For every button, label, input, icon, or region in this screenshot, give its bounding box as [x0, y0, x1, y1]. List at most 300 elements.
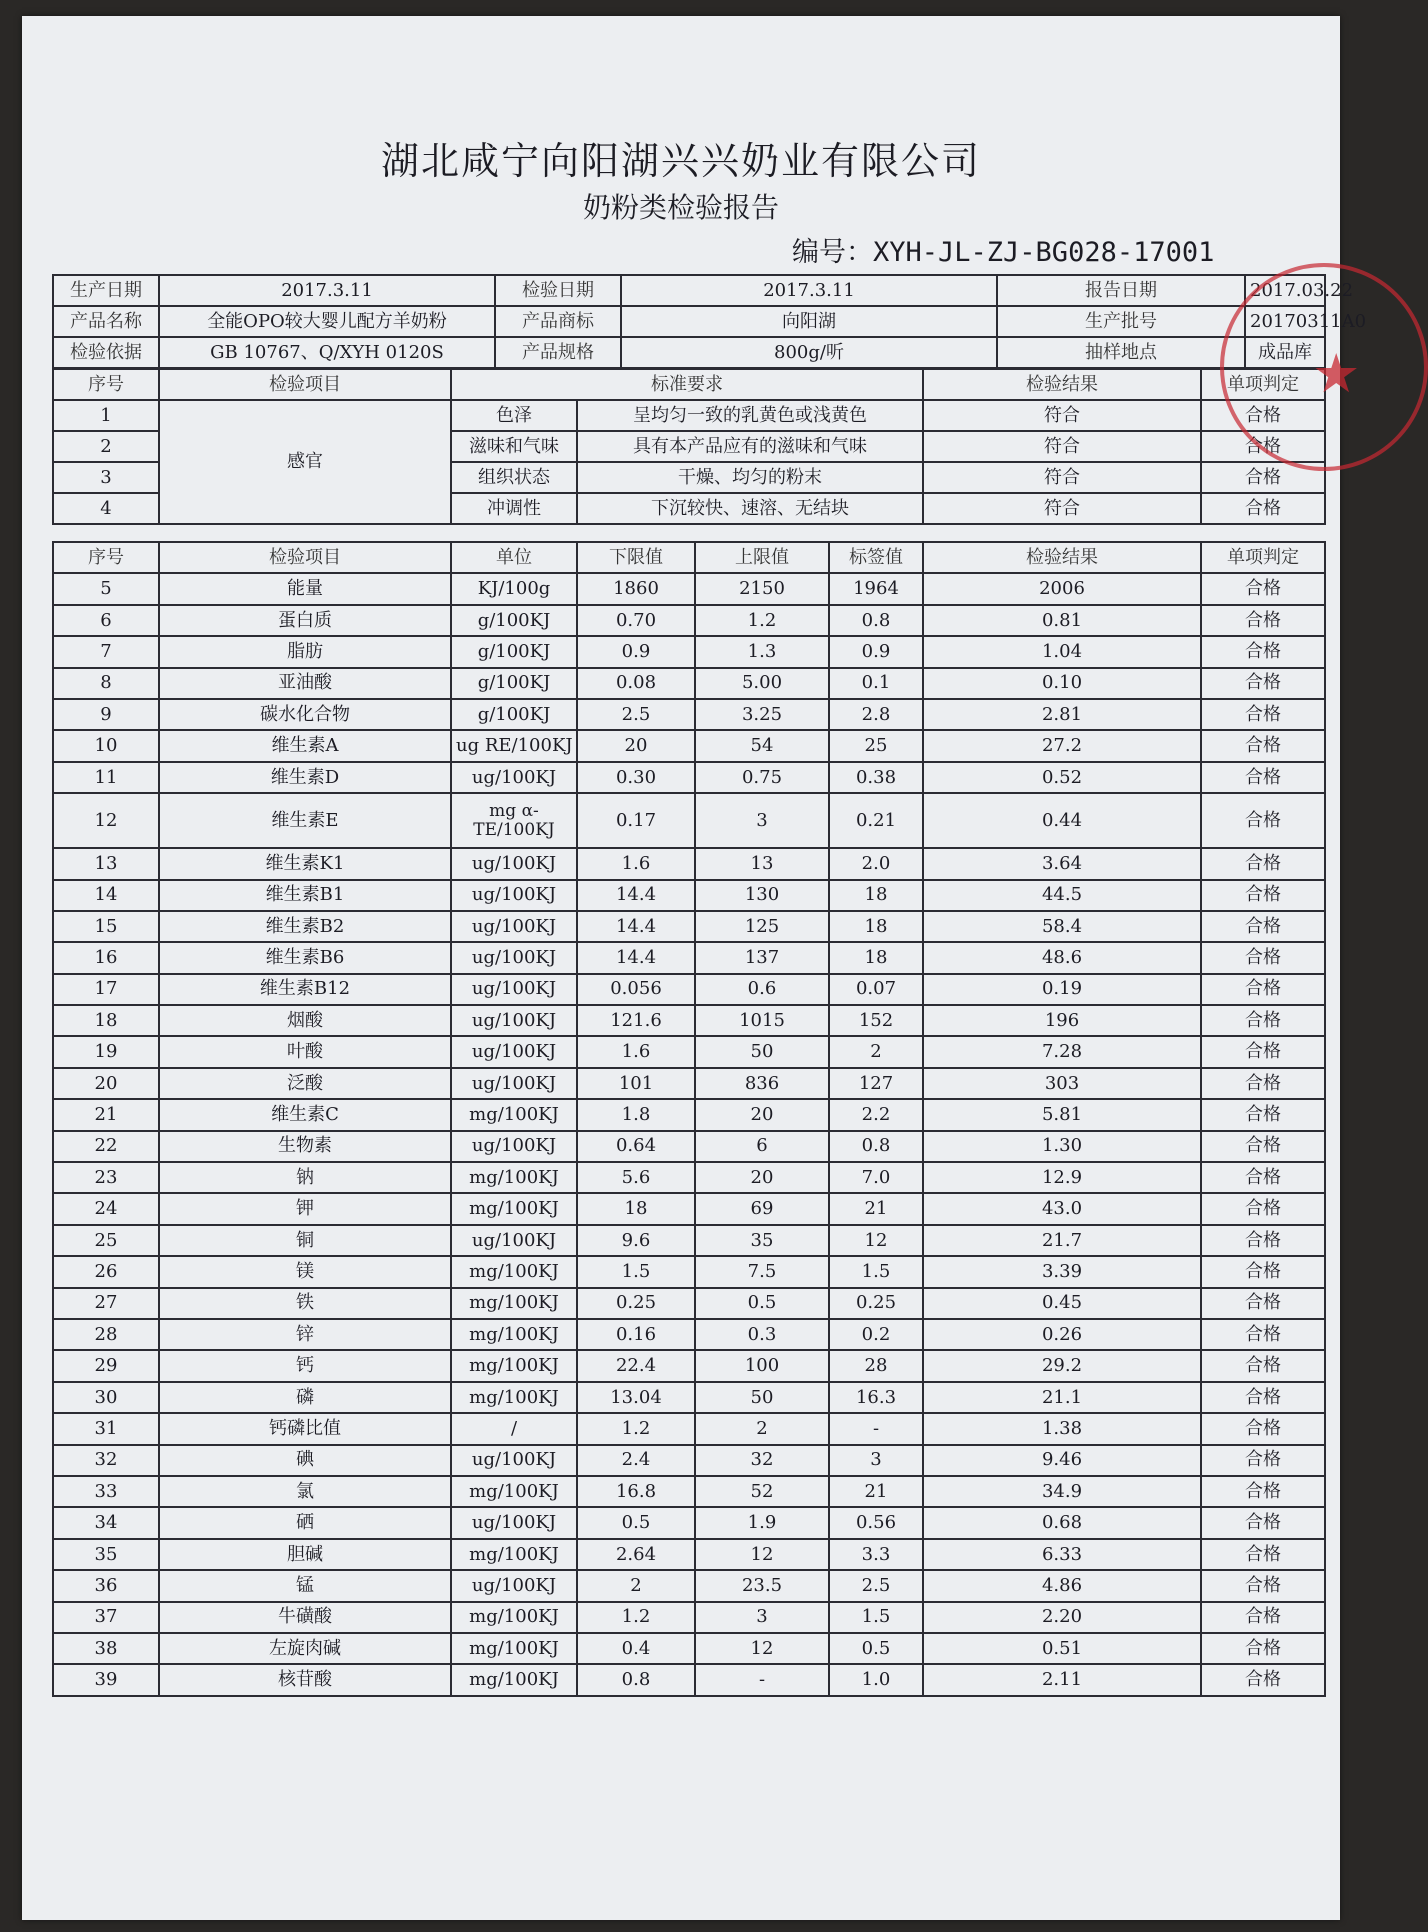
table-row [53, 1350, 1325, 1381]
table-row [53, 668, 1325, 699]
col-header-label-value: 标签值 [829, 542, 923, 573]
verdict: 合格 [1201, 1099, 1325, 1130]
verdict: 合格 [1201, 1507, 1325, 1538]
row-number: 9 [53, 699, 159, 730]
table-row [53, 1445, 1325, 1476]
lower-limit: 0.9 [577, 636, 695, 667]
col-header-unit: 单位 [451, 542, 577, 573]
unit: mg/100KJ [451, 1162, 577, 1193]
test-item: 烟酸 [159, 1005, 451, 1036]
row-number: 8 [53, 668, 159, 699]
row-number: 10 [53, 730, 159, 761]
sensory-verdict: 合格 [1201, 431, 1325, 462]
lower-limit: 5.6 [577, 1162, 695, 1193]
verdict: 合格 [1201, 1005, 1325, 1036]
test-result: 1.30 [923, 1131, 1201, 1162]
table-row [53, 1288, 1325, 1319]
verdict: 合格 [1201, 1445, 1325, 1476]
lower-limit: 0.30 [577, 762, 695, 793]
verdict: 合格 [1201, 636, 1325, 667]
label-value: 2.8 [829, 699, 923, 730]
test-item: 维生素D [159, 762, 451, 793]
test-result: 0.19 [923, 974, 1201, 1005]
upper-limit: - [695, 1664, 829, 1695]
table-row [53, 1256, 1325, 1287]
unit: ug/100KJ [451, 974, 577, 1005]
test-item: 碳水化合物 [159, 699, 451, 730]
sensory-result: 符合 [923, 400, 1201, 431]
upper-limit: 125 [695, 911, 829, 942]
col-header-verdict: 单项判定 [1201, 369, 1325, 400]
sensory-item: 色泽 [451, 400, 577, 431]
test-item: 亚油酸 [159, 668, 451, 699]
col-header-lower-limit: 下限值 [577, 542, 695, 573]
row-number: 22 [53, 1131, 159, 1162]
lower-limit: 1.6 [577, 848, 695, 879]
row-number: 7 [53, 636, 159, 667]
test-item: 维生素C [159, 1099, 451, 1130]
unit: ug/100KJ [451, 1570, 577, 1601]
label-value: 28 [829, 1350, 923, 1381]
upper-limit: 1.9 [695, 1507, 829, 1538]
inspection-basis-value: GB 10767、Q/XYH 0120S [159, 337, 495, 368]
lower-limit: 0.64 [577, 1131, 695, 1162]
verdict: 合格 [1201, 1476, 1325, 1507]
table-row [53, 942, 1325, 973]
label-value: - [829, 1413, 923, 1444]
sensory-requirement: 具有本产品应有的滋味和气味 [577, 431, 923, 462]
row-number: 35 [53, 1539, 159, 1570]
row-number: 24 [53, 1193, 159, 1224]
row-number: 23 [53, 1162, 159, 1193]
verdict: 合格 [1201, 1036, 1325, 1067]
lower-limit: 22.4 [577, 1350, 695, 1381]
upper-limit: 5.00 [695, 668, 829, 699]
test-result: 3.64 [923, 848, 1201, 879]
label-value: 2.5 [829, 1570, 923, 1601]
table-row [53, 1633, 1325, 1664]
test-item: 铁 [159, 1288, 451, 1319]
lower-limit: 20 [577, 730, 695, 761]
test-result: 7.28 [923, 1036, 1201, 1067]
unit: / [451, 1413, 577, 1444]
upper-limit: 20 [695, 1099, 829, 1130]
row-number: 15 [53, 911, 159, 942]
label-value: 0.21 [829, 793, 923, 848]
upper-limit: 130 [695, 880, 829, 911]
table-row [53, 1570, 1325, 1601]
unit: ug/100KJ [451, 848, 577, 879]
upper-limit: 0.5 [695, 1288, 829, 1319]
lower-limit: 0.5 [577, 1507, 695, 1538]
nutrition-table-body [53, 542, 1325, 1696]
table-row [53, 730, 1325, 761]
unit: mg α-TE/100KJ [451, 793, 577, 848]
label-value: 18 [829, 942, 923, 973]
test-result: 1.04 [923, 636, 1201, 667]
sensory-result: 符合 [923, 462, 1201, 493]
verdict: 合格 [1201, 573, 1325, 604]
row-number: 39 [53, 1664, 159, 1695]
lower-limit: 2 [577, 1570, 695, 1601]
verdict: 合格 [1201, 605, 1325, 636]
col-header-no: 序号 [53, 369, 159, 400]
unit: ug/100KJ [451, 1225, 577, 1256]
test-item: 镁 [159, 1256, 451, 1287]
test-item: 维生素A [159, 730, 451, 761]
verdict: 合格 [1201, 1256, 1325, 1287]
upper-limit: 3 [695, 1602, 829, 1633]
upper-limit: 0.75 [695, 762, 829, 793]
label-value: 0.38 [829, 762, 923, 793]
test-item: 锌 [159, 1319, 451, 1350]
row-number: 3 [53, 462, 159, 493]
row-number: 20 [53, 1068, 159, 1099]
table-row [53, 1602, 1325, 1633]
verdict: 合格 [1201, 730, 1325, 761]
inspection-date-value: 2017.3.11 [621, 275, 997, 306]
test-item: 钠 [159, 1162, 451, 1193]
unit: g/100KJ [451, 636, 577, 667]
lower-limit: 14.4 [577, 942, 695, 973]
table-row [53, 911, 1325, 942]
trademark-label: 产品商标 [495, 306, 621, 337]
table-row [53, 699, 1325, 730]
row-number: 17 [53, 974, 159, 1005]
verdict: 合格 [1201, 1193, 1325, 1224]
lower-limit: 1.6 [577, 1036, 695, 1067]
verdict: 合格 [1201, 1225, 1325, 1256]
verdict: 合格 [1201, 1162, 1325, 1193]
sensory-requirement: 呈均匀一致的乳黄色或浅黄色 [577, 400, 923, 431]
unit: ug RE/100KJ [451, 730, 577, 761]
verdict: 合格 [1201, 880, 1325, 911]
row-number: 2 [53, 431, 159, 462]
production-date-label: 生产日期 [53, 275, 159, 306]
test-result: 21.1 [923, 1382, 1201, 1413]
row-number: 28 [53, 1319, 159, 1350]
label-value: 1964 [829, 573, 923, 604]
trademark-value: 向阳湖 [621, 306, 997, 337]
label-value: 18 [829, 911, 923, 942]
upper-limit: 6 [695, 1131, 829, 1162]
label-value: 21 [829, 1476, 923, 1507]
sensory-item: 滋味和气味 [451, 431, 577, 462]
report-header-table [52, 274, 1367, 369]
upper-limit: 2150 [695, 573, 829, 604]
row-number: 30 [53, 1382, 159, 1413]
lower-limit: 13.04 [577, 1382, 695, 1413]
table-row [53, 762, 1325, 793]
test-result: 196 [923, 1005, 1201, 1036]
label-value: 1.5 [829, 1256, 923, 1287]
upper-limit: 12 [695, 1539, 829, 1570]
unit: mg/100KJ [451, 1288, 577, 1319]
lower-limit: 18 [577, 1193, 695, 1224]
verdict: 合格 [1201, 1633, 1325, 1664]
upper-limit: 1.2 [695, 605, 829, 636]
test-result: 0.51 [923, 1633, 1201, 1664]
unit: ug/100KJ [451, 942, 577, 973]
upper-limit: 100 [695, 1350, 829, 1381]
product-spec-label: 产品规格 [495, 337, 621, 368]
table-row [53, 1664, 1325, 1695]
lower-limit: 1.2 [577, 1602, 695, 1633]
unit: mg/100KJ [451, 1193, 577, 1224]
table-row [53, 636, 1325, 667]
unit: mg/100KJ [451, 1602, 577, 1633]
lower-limit: 0.08 [577, 668, 695, 699]
row-number: 4 [53, 493, 159, 524]
test-result: 2.81 [923, 699, 1201, 730]
test-item: 磷 [159, 1382, 451, 1413]
inspection-basis-label: 检验依据 [53, 337, 159, 368]
sensory-item: 组织状态 [451, 462, 577, 493]
table-row [53, 1382, 1325, 1413]
unit: mg/100KJ [451, 1319, 577, 1350]
row-number: 13 [53, 848, 159, 879]
inspection-date-label: 检验日期 [495, 275, 621, 306]
test-item: 生物素 [159, 1131, 451, 1162]
table-row [53, 1319, 1325, 1350]
report-page [22, 16, 1367, 1920]
table-row [53, 400, 1325, 431]
table-row [53, 1131, 1325, 1162]
verdict: 合格 [1201, 668, 1325, 699]
nutrition-header-row [53, 542, 1325, 573]
verdict: 合格 [1201, 1539, 1325, 1570]
row-number: 21 [53, 1099, 159, 1130]
unit: mg/100KJ [451, 1099, 577, 1130]
lower-limit: 1860 [577, 573, 695, 604]
lower-limit: 1.8 [577, 1099, 695, 1130]
upper-limit: 52 [695, 1476, 829, 1507]
sensory-requirement: 下沉较快、速溶、无结块 [577, 493, 923, 524]
test-result: 58.4 [923, 911, 1201, 942]
test-result: 9.46 [923, 1445, 1201, 1476]
table-row [53, 1005, 1325, 1036]
upper-limit: 20 [695, 1162, 829, 1193]
product-name-value: 全能OPO较大婴儿配方羊奶粉 [159, 306, 495, 337]
table-row [53, 1068, 1325, 1099]
unit: ug/100KJ [451, 1036, 577, 1067]
lower-limit: 0.4 [577, 1633, 695, 1664]
upper-limit: 13 [695, 848, 829, 879]
test-item: 维生素B12 [159, 974, 451, 1005]
row-number: 16 [53, 942, 159, 973]
test-result: 27.2 [923, 730, 1201, 761]
col-header-test-result: 检验结果 [923, 542, 1201, 573]
label-value: 0.56 [829, 1507, 923, 1538]
test-result: 43.0 [923, 1193, 1201, 1224]
verdict: 合格 [1201, 1131, 1325, 1162]
sensory-verdict: 合格 [1201, 493, 1325, 524]
verdict: 合格 [1201, 1602, 1325, 1633]
table-row [53, 793, 1325, 848]
unit: mg/100KJ [451, 1256, 577, 1287]
verdict: 合格 [1201, 911, 1325, 942]
test-result: 1.38 [923, 1413, 1201, 1444]
test-result: 0.44 [923, 793, 1201, 848]
upper-limit: 0.6 [695, 974, 829, 1005]
col-header-verdict: 单项判定 [1201, 542, 1325, 573]
row-number: 37 [53, 1602, 159, 1633]
product-spec-value: 800g/听 [621, 337, 997, 368]
test-result: 0.10 [923, 668, 1201, 699]
table-row [53, 974, 1325, 1005]
lower-limit: 0.70 [577, 605, 695, 636]
header-row [53, 337, 1325, 368]
label-value: 0.8 [829, 605, 923, 636]
upper-limit: 1.3 [695, 636, 829, 667]
table-row [53, 1507, 1325, 1538]
row-number: 36 [53, 1570, 159, 1601]
table-row [53, 1539, 1325, 1570]
verdict: 合格 [1201, 942, 1325, 973]
header-row [53, 306, 1325, 337]
upper-limit: 0.3 [695, 1319, 829, 1350]
table-row [53, 880, 1325, 911]
label-value: 0.9 [829, 636, 923, 667]
nutrition-table [52, 541, 1326, 1697]
verdict: 合格 [1201, 1350, 1325, 1381]
report-date-label: 报告日期 [997, 275, 1245, 306]
upper-limit: 3 [695, 793, 829, 848]
upper-limit: 23.5 [695, 1570, 829, 1601]
label-value: 152 [829, 1005, 923, 1036]
lower-limit: 16.8 [577, 1476, 695, 1507]
upper-limit: 836 [695, 1068, 829, 1099]
table-row [53, 1193, 1325, 1224]
test-result: 303 [923, 1068, 1201, 1099]
label-value: 0.8 [829, 1131, 923, 1162]
test-result: 0.26 [923, 1319, 1201, 1350]
lower-limit: 2.4 [577, 1445, 695, 1476]
unit: mg/100KJ [451, 1350, 577, 1381]
report-date-value: 2017.03.22 [1245, 275, 1325, 306]
sensory-result: 符合 [923, 493, 1201, 524]
test-result: 6.33 [923, 1539, 1201, 1570]
sensory-result: 符合 [923, 431, 1201, 462]
lower-limit: 0.8 [577, 1664, 695, 1695]
unit: ug/100KJ [451, 762, 577, 793]
label-value: 0.2 [829, 1319, 923, 1350]
test-item: 维生素B6 [159, 942, 451, 973]
test-result: 5.81 [923, 1099, 1201, 1130]
unit: g/100KJ [451, 605, 577, 636]
sensory-verdict: 合格 [1201, 400, 1325, 431]
company-title: 湖北咸宁向阳湖兴兴奶业有限公司 [380, 139, 981, 183]
row-number: 12 [53, 793, 159, 848]
lower-limit: 2.5 [577, 699, 695, 730]
table-row [53, 1225, 1325, 1256]
verdict: 合格 [1201, 1664, 1325, 1695]
verdict: 合格 [1201, 974, 1325, 1005]
col-header-test-item: 检验项目 [159, 542, 451, 573]
row-number: 33 [53, 1476, 159, 1507]
row-number: 1 [53, 400, 159, 431]
row-number: 11 [53, 762, 159, 793]
unit: ug/100KJ [451, 880, 577, 911]
verdict: 合格 [1201, 762, 1325, 793]
verdict: 合格 [1201, 1570, 1325, 1601]
sensory-item: 冲调性 [451, 493, 577, 524]
label-value: 0.25 [829, 1288, 923, 1319]
label-value: 0.1 [829, 668, 923, 699]
row-number: 19 [53, 1036, 159, 1067]
unit: g/100KJ [451, 699, 577, 730]
test-result: 29.2 [923, 1350, 1201, 1381]
upper-limit: 35 [695, 1225, 829, 1256]
unit: mg/100KJ [451, 1539, 577, 1570]
test-result: 0.45 [923, 1288, 1201, 1319]
test-result: 34.9 [923, 1476, 1201, 1507]
sensory-verdict: 合格 [1201, 462, 1325, 493]
row-number: 5 [53, 573, 159, 604]
label-value: 16.3 [829, 1382, 923, 1413]
unit: mg/100KJ [451, 1476, 577, 1507]
table-row [53, 1476, 1325, 1507]
col-header-row-number: 序号 [53, 542, 159, 573]
label-value: 1.5 [829, 1602, 923, 1633]
unit: ug/100KJ [451, 1005, 577, 1036]
lower-limit: 2.64 [577, 1539, 695, 1570]
unit: g/100KJ [451, 668, 577, 699]
verdict: 合格 [1201, 1319, 1325, 1350]
upper-limit: 137 [695, 942, 829, 973]
row-number: 25 [53, 1225, 159, 1256]
lower-limit: 0.25 [577, 1288, 695, 1319]
test-result: 2.11 [923, 1664, 1201, 1695]
verdict: 合格 [1201, 848, 1325, 879]
test-item: 维生素B2 [159, 911, 451, 942]
unit: ug/100KJ [451, 1068, 577, 1099]
test-result: 0.68 [923, 1507, 1201, 1538]
test-item: 碘 [159, 1445, 451, 1476]
test-item: 维生素B1 [159, 880, 451, 911]
table-row [53, 1413, 1325, 1444]
unit: KJ/100g [451, 573, 577, 604]
row-number: 14 [53, 880, 159, 911]
test-item: 锰 [159, 1570, 451, 1601]
test-item: 核苷酸 [159, 1664, 451, 1695]
verdict: 合格 [1201, 1288, 1325, 1319]
col-header-upper-limit: 上限值 [695, 542, 829, 573]
upper-limit: 50 [695, 1036, 829, 1067]
production-date-value: 2017.3.11 [159, 275, 495, 306]
label-value: 2 [829, 1036, 923, 1067]
row-number: 27 [53, 1288, 159, 1319]
sensory-header-row [53, 369, 1325, 400]
upper-limit: 2 [695, 1413, 829, 1444]
lower-limit: 9.6 [577, 1225, 695, 1256]
label-value: 21 [829, 1193, 923, 1224]
upper-limit: 7.5 [695, 1256, 829, 1287]
test-item: 能量 [159, 573, 451, 604]
test-item: 钾 [159, 1193, 451, 1224]
lower-limit: 1.5 [577, 1256, 695, 1287]
batch-number-value: 20170311A0 [1245, 306, 1325, 337]
test-item: 氯 [159, 1476, 451, 1507]
upper-limit: 50 [695, 1382, 829, 1413]
lower-limit: 14.4 [577, 911, 695, 942]
test-result: 4.86 [923, 1570, 1201, 1601]
header-row [53, 275, 1325, 306]
test-item: 泛酸 [159, 1068, 451, 1099]
unit: ug/100KJ [451, 1507, 577, 1538]
lower-limit: 14.4 [577, 880, 695, 911]
row-number: 38 [53, 1633, 159, 1664]
